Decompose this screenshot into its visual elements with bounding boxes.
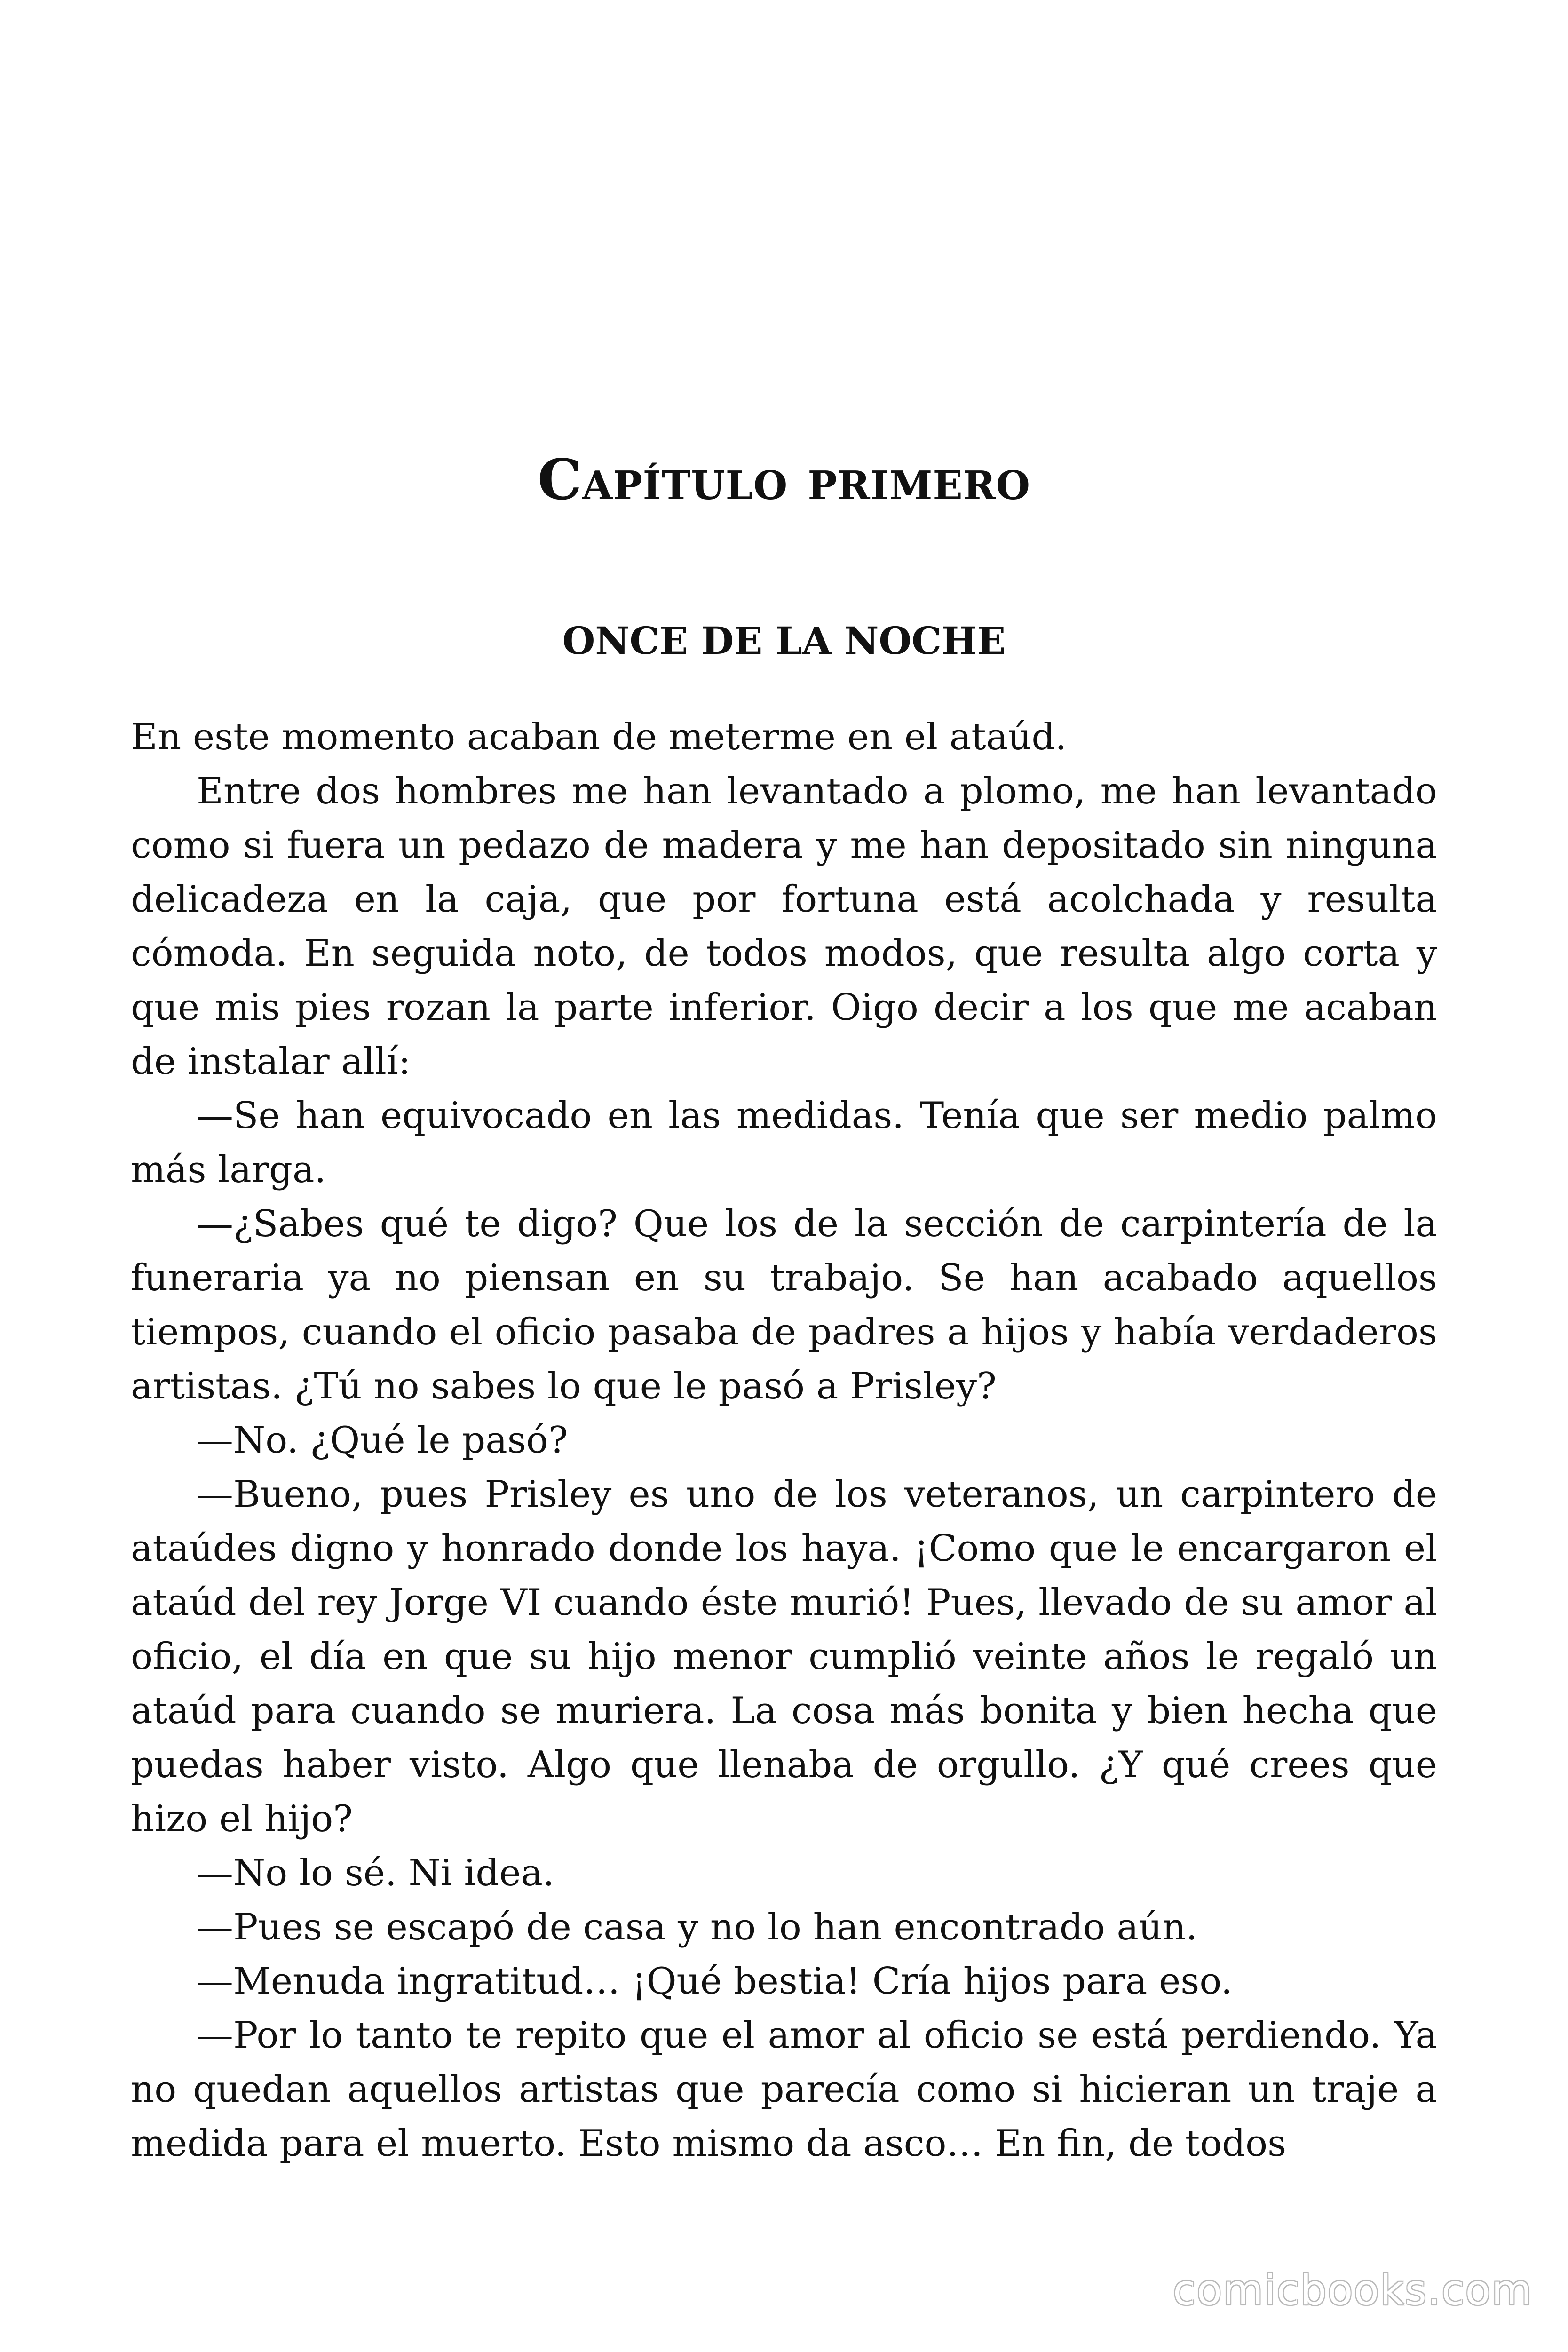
paragraph: —Pues se escapó de casa y no lo han encontrado aún. [197, 1906, 1198, 1948]
paragraph: En este momento acaban de meterme en el ataúd. [131, 716, 1067, 758]
paragraph: —¿Sabes qué te digo? Que los de la sección de carpintería de la funeraria ya no piensan en su trabajo. Se han acabado aquellos tiempos, cuando el oficio pasaba de padres a hijos y había verdaderos artistas. ¿Tú no sabes lo que le pasó a Prisley? [131, 1203, 1437, 1407]
chapter-title: Capítulo primero [537, 447, 1031, 512]
body-text [131, 710, 1437, 2171]
paragraph: —Menuda ingratitud… ¡Qué bestia! Cría hijos para eso. [197, 1960, 1233, 2002]
paragraph: —No. ¿Qué le pasó? [197, 1419, 568, 1462]
watermark: comicbooks.com [1172, 2266, 1533, 2314]
section-title: ONCE DE LA NOCHE [562, 619, 1006, 663]
paragraph: Entre dos hombres me han levantado a plomo, me han levantado como si fuera un pedazo de madera y me han depositado sin ninguna delicadeza en la caja, que por fortuna está acolchada y resulta cómoda. En seguida noto, de todos modos, que resulta algo corta y que mis pies rozan la parte inferior. Oigo decir a los que me acaban de instalar allí: [131, 770, 1437, 1083]
paragraph: —Por lo tanto te repito que el amor al oficio se está perdiendo. Ya no quedan aquellos artistas que parecía como si hicieran un traje a medida para el muerto. Esto mismo da asco… En fin, de todos [131, 2014, 1437, 2165]
paragraph: —Bueno, pues Prisley es uno de los veteranos, un carpintero de ataúdes digno y honrado donde los haya. ¡Como que le encargaron el ataúd del rey Jorge VI cuando éste murió! Pues, llevado de su amor al oficio, el día en que su hijo menor cumplió veinte años le regaló un ataúd para cuando se muriera. La cosa más bonita y bien hecha que puedas haber visto. Algo que llenaba de orgullo. ¿Y qué crees que hizo el hijo? [131, 1473, 1437, 1840]
paragraph: —Se han equivocado en las medidas. Tenía que ser medio palmo más larga. [131, 1095, 1437, 1191]
paragraph: —No lo sé. Ni idea. [197, 1852, 554, 1894]
